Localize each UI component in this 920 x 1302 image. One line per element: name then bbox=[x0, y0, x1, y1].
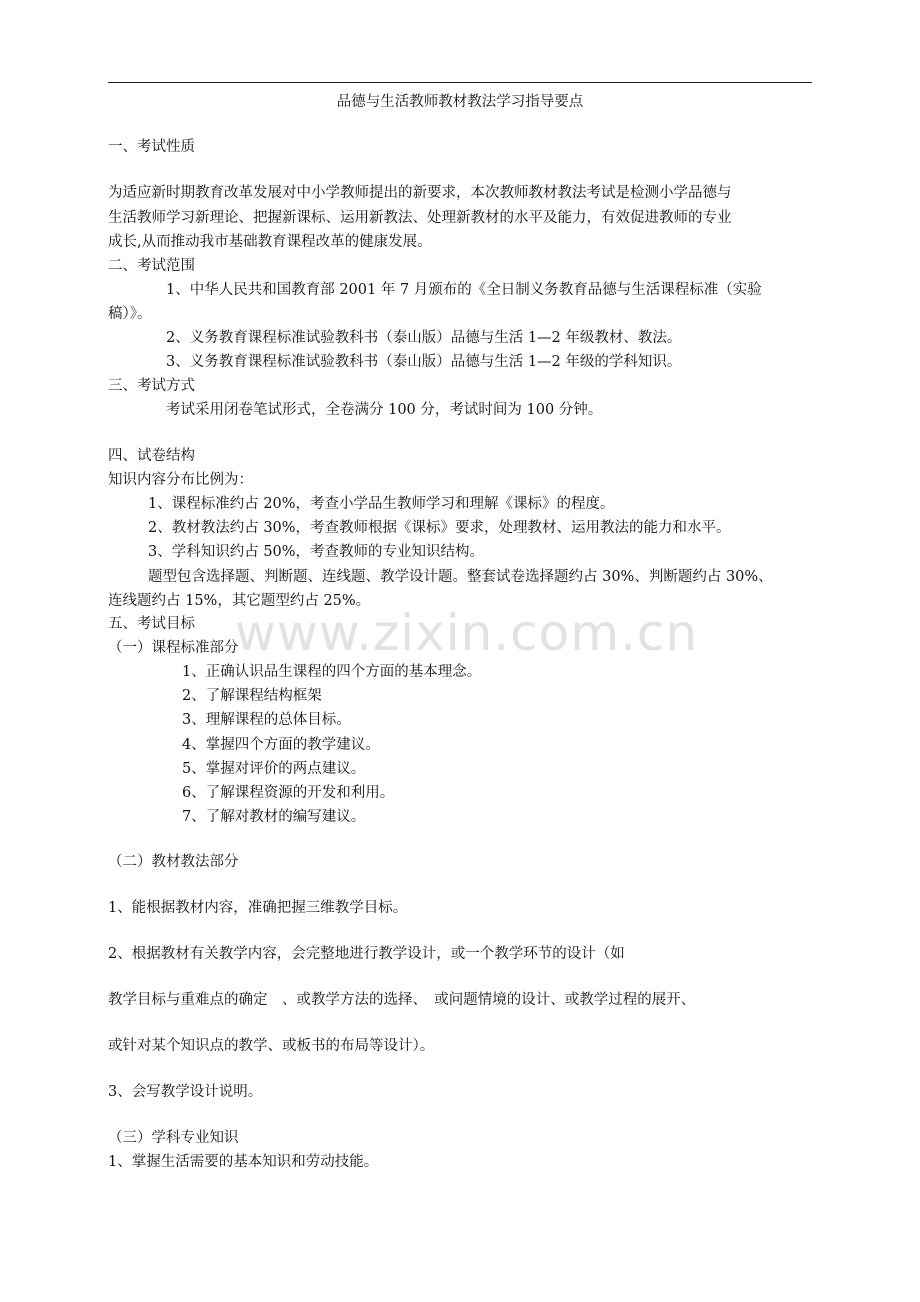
section-5-sub-1-item: 7、了解对教材的编写建议。 bbox=[182, 809, 366, 825]
section-2-item-1-line-1: 1、中华人民共和国教育部 2001 年 7 月颁布的《全日制义务教育品德与生活课程标准（实验 bbox=[166, 282, 762, 298]
section-5-sub-1-item: 5、掌握对评价的两点建议。 bbox=[182, 761, 366, 777]
section-1-paragraph-line-2: 生活教师学习新理论、把握新课标、运用新教法、处理新教材的水平及能力，有效促进教师的专业 bbox=[108, 210, 732, 226]
section-5-subheading-2: （二）教材教法部分 bbox=[108, 854, 239, 870]
section-2-item-3: 3、义务教育课程标准试验教科书（泰山版）品德与生活 1—2 年级的学科知识。 bbox=[166, 354, 682, 370]
section-4-item-2: 2、教材教法约占 30%，考查教师根据《课标》要求，处理教材、运用教法的能力和水平。 bbox=[148, 520, 731, 536]
header-rule bbox=[108, 82, 812, 83]
watermark-text: www.zixin.com.cn bbox=[235, 604, 699, 662]
section-3-text: 考试采用闭卷笔试形式，全卷满分 100 分，考试时间为 100 分钟。 bbox=[166, 402, 603, 418]
document-title: 品德与生活教师教材教法学习指导要点 bbox=[336, 94, 584, 110]
section-4-heading: 四、试卷结构 bbox=[108, 448, 195, 464]
section-5-sub-2-item-2-line-2: 教学目标与重难点的确定 、或教学方法的选择、 或问题情境的设计、或教学过程的展开、 bbox=[108, 992, 696, 1008]
section-5-sub-2-item-1: 1、能根据教材内容，准确把握三维教学目标。 bbox=[108, 900, 408, 916]
section-4-question-types-line-2: 连线题约占 15%，其它题型约占 25%。 bbox=[108, 593, 371, 609]
section-5-sub-1-item: 4、掌握四个方面的教学建议。 bbox=[182, 737, 380, 753]
section-5-sub-1-item: 6、了解课程资源的开发和利用。 bbox=[182, 785, 395, 801]
section-4-intro: 知识内容分布比例为： bbox=[108, 472, 253, 488]
section-5-sub-1-item: 2、了解课程结构框架 bbox=[182, 688, 322, 704]
section-5-sub-2-item-2-line-1: 2、根据教材有关教学内容，会完整地进行教学设计，或一个教学环节的设计（如 bbox=[108, 946, 625, 962]
section-4-question-types-line-1: 题型包含选择题、判断题、连线题、教学设计题。整套试卷选择题约占 30%、判断题约占 30%、 bbox=[148, 569, 773, 585]
section-1-heading: 一、考试性质 bbox=[108, 139, 195, 155]
section-5-sub-1-item: 1、正确认识品生课程的四个方面的基本理念。 bbox=[182, 664, 482, 680]
section-5-sub-2-item-3: 3、会写教学设计说明。 bbox=[108, 1084, 263, 1100]
section-4-item-1: 1、课程标准约占 20%，考查小学品生教师学习和理解《课标》的程度。 bbox=[148, 496, 615, 512]
section-5-subheading-3: （三）学科专业知识 bbox=[108, 1130, 239, 1146]
section-2-heading: 二、考试范围 bbox=[108, 258, 195, 274]
section-5-sub-3-item-1: 1、掌握生活需要的基本知识和劳动技能。 bbox=[108, 1154, 379, 1170]
section-1-paragraph-line-3: 成长,从而推动我市基础教育课程改革的健康发展。 bbox=[108, 234, 432, 250]
section-5-subheading-1: （一）课程标准部分 bbox=[108, 640, 239, 656]
section-4-item-3: 3、学科知识约占 50%，考查教师的专业知识结构。 bbox=[148, 544, 485, 560]
section-2-item-1-line-2: 稿）》。 bbox=[108, 306, 152, 322]
section-1-paragraph-line-1: 为适应新时期教育改革发展对中小学教师提出的新要求，本次教师教材教法考试是检测小学品德与 bbox=[108, 185, 732, 201]
section-5-heading: 五、考试目标 bbox=[108, 616, 195, 632]
section-5-sub-2-item-2-line-3: 或针对某个知识点的教学、或板书的布局等设计）。 bbox=[108, 1038, 435, 1054]
section-5-sub-1-item: 3、理解课程的总体目标。 bbox=[182, 712, 351, 728]
section-3-heading: 三、考试方式 bbox=[108, 378, 195, 394]
section-2-item-2: 2、义务教育课程标准试验教科书（泰山版）品德与生活 1—2 年级教材、教法。 bbox=[166, 330, 682, 346]
